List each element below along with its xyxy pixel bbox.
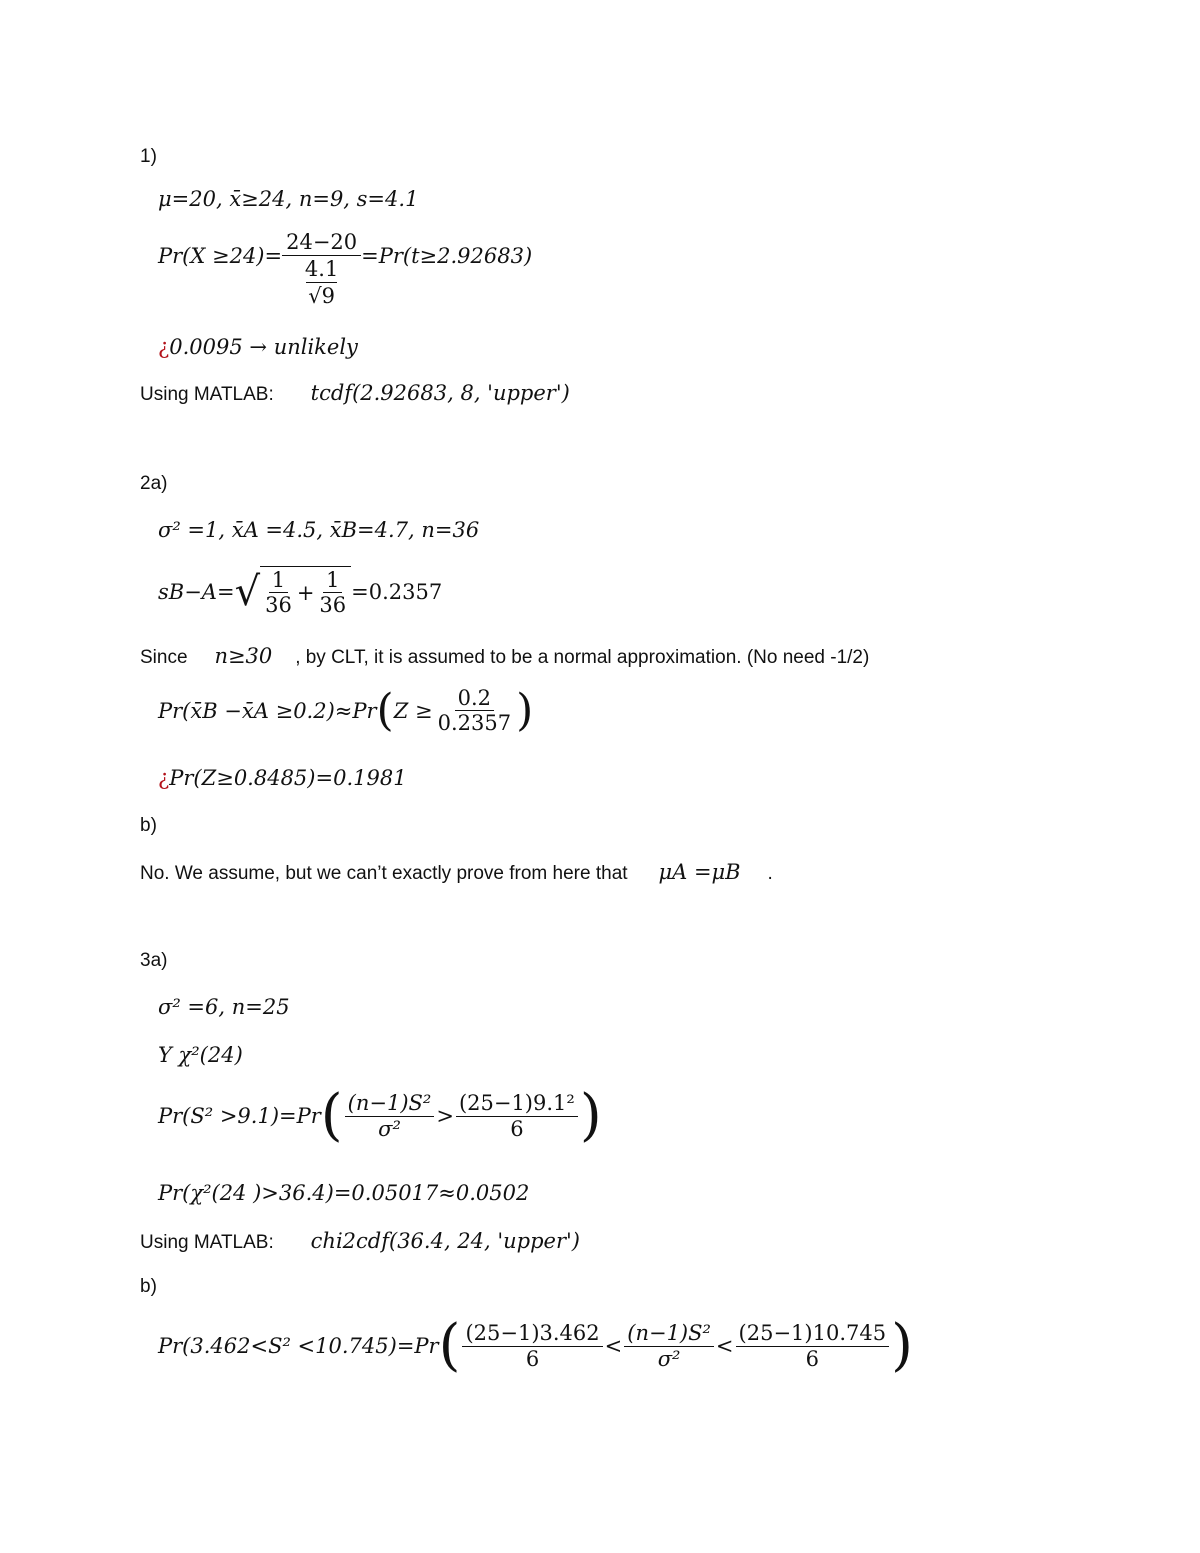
- q3b-frac-1: [462, 1321, 602, 1370]
- q1-frac-den-den: √9: [308, 284, 335, 309]
- q1-given: μ=20, x̄≥24, n=9, s=4.1: [158, 187, 419, 211]
- q2-since-line: [140, 644, 869, 669]
- left-paren-icon: (: [438, 1313, 461, 1378]
- q3-chi-line: Pr(χ²(24 )>36.4)=0.05017≈0.0502: [158, 1181, 530, 1205]
- q2-pr-z: Z ≥: [393, 698, 433, 723]
- q2b-math: μA =μB: [658, 860, 741, 884]
- q3-given: σ² =6, n=25: [158, 995, 290, 1019]
- q2-since-pre: Since: [140, 647, 188, 668]
- q2-sqrt-body: [260, 566, 351, 617]
- q1-matlab-label: Using MATLAB:: [140, 384, 274, 405]
- q1-matlab-line: [140, 381, 570, 406]
- right-paren-icon: ): [579, 1083, 602, 1148]
- q3-probability-equation: [158, 1083, 602, 1148]
- q2b-end: .: [767, 863, 773, 884]
- q2-s-lhs: sB−A=: [158, 579, 235, 604]
- q2-frac-1-den: 36: [265, 593, 292, 618]
- q2-frac-1-num: 1: [269, 568, 288, 593]
- q3-frac-2: [456, 1091, 578, 1140]
- q2-result: [158, 766, 407, 790]
- q3-frac-2-den: 6: [510, 1116, 524, 1141]
- q3-frac-1: [345, 1091, 435, 1140]
- q2-s-rhs: =0.2357: [351, 579, 443, 604]
- q1-matlab-code: tcdf(2.92683, 8, 'upper'): [310, 381, 570, 405]
- q3b-frac-1-den: 6: [525, 1346, 540, 1371]
- q3-matlab-line: [140, 1229, 580, 1254]
- q1-frac-den-num: 4.1: [304, 257, 339, 282]
- q1-probability-equation: [158, 230, 532, 310]
- q3-gt: >: [436, 1104, 454, 1128]
- q3-frac-1-num: (n−1)S²: [345, 1091, 435, 1116]
- q2-since-math: n≥30: [214, 644, 273, 668]
- q1-result-mark: ¿: [158, 335, 170, 359]
- q3b-label: b): [140, 1276, 157, 1297]
- q3b-frac-3-num: (25−1)10.745: [736, 1321, 890, 1346]
- q2-pr-num: 0.2: [455, 686, 494, 711]
- q1-result-text: 0.0095 → unlikely: [169, 335, 358, 359]
- q3b-lhs: Pr(3.462<S² <10.745)=Pr: [158, 1334, 439, 1358]
- left-paren-icon: (: [320, 1083, 343, 1148]
- q2-given: σ² =1, x̄A =4.5, x̄B=4.7, n=36: [158, 518, 480, 542]
- q3-matlab-code: chi2cdf(36.4, 24, 'upper'): [310, 1229, 580, 1253]
- q3b-frac-2-num: (n−1)S²: [624, 1321, 714, 1346]
- sqrt-icon: √: [234, 568, 261, 615]
- q2-frac-2: [316, 568, 349, 617]
- q2-frac-2-num: 1: [323, 568, 342, 593]
- q3b-frac-3-den: 6: [805, 1346, 819, 1371]
- q3b-frac-2-den: σ²: [657, 1346, 681, 1371]
- q3b-probability-equation: [158, 1313, 913, 1378]
- q3b-lt-2: <: [715, 1334, 734, 1358]
- q3b-frac-2: [624, 1321, 714, 1370]
- q3b-frac-3: [736, 1321, 890, 1370]
- q3b-lt-1: <: [604, 1334, 623, 1358]
- q3-frac-1-den: σ²: [378, 1116, 401, 1141]
- q1-frac-num: 24−20: [282, 230, 361, 256]
- q1-pr-lhs: Pr(X ≥24)=: [158, 244, 283, 268]
- q2-result-text: Pr(Z≥0.8485)=0.1981: [169, 766, 407, 790]
- q1-pr-rhs: =Pr(t≥2.92683): [361, 244, 533, 268]
- q1-label: 1): [140, 146, 157, 167]
- q2b-text: No. We assume, but we can’t exactly prove from here that: [140, 863, 628, 884]
- q2-pr-den: 0.2357: [437, 711, 512, 736]
- q1-result: [158, 335, 358, 359]
- q3-distribution: Y χ²(24): [158, 1043, 243, 1067]
- q2b-label: b): [140, 815, 157, 836]
- right-paren-icon: ): [516, 684, 534, 736]
- q2a-label: 2a): [140, 473, 168, 494]
- right-paren-icon: ): [891, 1313, 913, 1378]
- q2-result-mark: ¿: [158, 766, 170, 790]
- q3b-frac-1-num: (25−1)3.462: [462, 1321, 602, 1346]
- q3-pr-lhs: Pr(S² >9.1)=Pr: [158, 1104, 321, 1128]
- q1-fraction: [282, 230, 361, 310]
- q3a-label: 3a): [140, 950, 168, 971]
- q2-pr-fraction: [435, 686, 514, 735]
- q2-probability-equation: [158, 686, 533, 735]
- q2-frac-2-den: 36: [319, 593, 347, 618]
- q2-frac-1: [262, 568, 295, 617]
- q2-std-error-equation: [158, 566, 442, 617]
- q2-pr-lhs: Pr(x̄B −x̄A ≥0.2)≈Pr: [158, 698, 377, 723]
- q2-plus: +: [296, 580, 315, 605]
- q2-since-post: , by CLT, it is assumed to be a normal approximation. (No need -1/2): [295, 647, 870, 668]
- left-paren-icon: (: [376, 684, 394, 736]
- q3-matlab-label: Using MATLAB:: [140, 1232, 274, 1253]
- q3-frac-2-num: (25−1)9.1²: [456, 1091, 578, 1116]
- q2b-answer: [140, 860, 773, 885]
